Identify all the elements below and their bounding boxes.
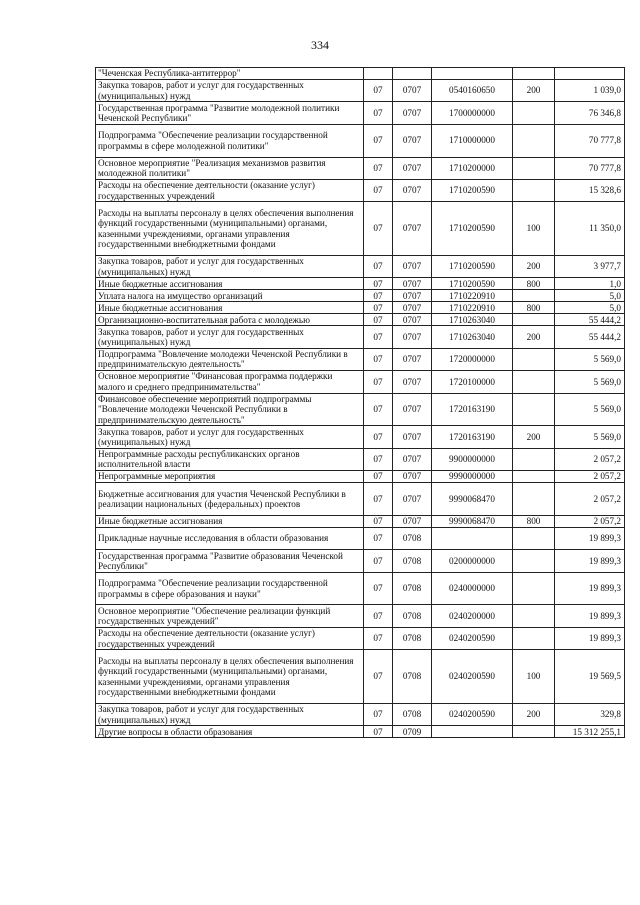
table-row bbox=[96, 179, 625, 201]
row-expense-type bbox=[513, 572, 555, 605]
row-amount: 5 569,0 bbox=[555, 393, 625, 426]
row-name: Основное мероприятие "Реализация механизмов развития молодежной политики" bbox=[96, 157, 364, 179]
row-target-article: 0540160650 bbox=[432, 80, 513, 102]
row-target-article: 0240200590 bbox=[432, 650, 513, 704]
table-row bbox=[96, 202, 625, 256]
table-row bbox=[96, 550, 625, 572]
table-row bbox=[96, 426, 625, 448]
table-row bbox=[96, 102, 625, 124]
row-expense-type: 200 bbox=[513, 703, 555, 725]
row-name: Финансовое обеспечение мероприятий подпрограммы "Вовлечение молодежи Чеченской Республики в предпринимательскую деятельность" bbox=[96, 393, 364, 426]
table-row bbox=[96, 80, 625, 102]
row-amount: 5,0 bbox=[555, 302, 625, 314]
row-name: Расходы на обеспечение деятельности (оказание услуг) государственных учреждений bbox=[96, 627, 364, 649]
row-name: Государственная программа "Развитие образования Чеченской Республики" bbox=[96, 550, 364, 572]
row-expense-type: 100 bbox=[513, 650, 555, 704]
row-amount: 329,8 bbox=[555, 703, 625, 725]
table-row bbox=[96, 302, 625, 314]
row-name: Закупка товаров, работ и услуг для государственных (муниципальных) нужд bbox=[96, 426, 364, 448]
row-section: 07 bbox=[364, 371, 393, 393]
row-amount: 11 350,0 bbox=[555, 202, 625, 256]
row-section: 07 bbox=[364, 278, 393, 290]
row-subsection: 0707 bbox=[393, 157, 432, 179]
row-target-article: 0200000000 bbox=[432, 550, 513, 572]
row-amount: 5 569,0 bbox=[555, 348, 625, 370]
row-expense-type bbox=[513, 68, 555, 80]
row-amount: 55 444,2 bbox=[555, 314, 625, 326]
row-section: 07 bbox=[364, 326, 393, 348]
row-name: Бюджетные ассигнования для участия Чеченской Республики в реализации национальных (федеральных) проектов bbox=[96, 483, 364, 516]
table-row bbox=[96, 255, 625, 277]
row-subsection: 0707 bbox=[393, 290, 432, 302]
budget-table bbox=[95, 67, 625, 738]
table-row bbox=[96, 348, 625, 370]
row-section: 07 bbox=[364, 179, 393, 201]
row-expense-type bbox=[513, 393, 555, 426]
row-expense-type bbox=[513, 448, 555, 470]
row-amount: 3 977,7 bbox=[555, 255, 625, 277]
row-target-article: 1710263040 bbox=[432, 314, 513, 326]
row-amount: 2 057,2 bbox=[555, 483, 625, 516]
budget-table-body bbox=[96, 68, 625, 738]
row-section: 07 bbox=[364, 102, 393, 124]
table-row bbox=[96, 68, 625, 80]
row-expense-type: 100 bbox=[513, 202, 555, 256]
table-row bbox=[96, 124, 625, 157]
row-subsection: 0707 bbox=[393, 483, 432, 516]
row-subsection: 0707 bbox=[393, 179, 432, 201]
row-amount: 2 057,2 bbox=[555, 515, 625, 527]
row-section: 07 bbox=[364, 202, 393, 256]
table-row bbox=[96, 278, 625, 290]
row-name: Закупка товаров, работ и услуг для государственных (муниципальных) нужд bbox=[96, 80, 364, 102]
row-section: 07 bbox=[364, 448, 393, 470]
row-expense-type bbox=[513, 290, 555, 302]
row-expense-type: 800 bbox=[513, 278, 555, 290]
row-subsection: 0708 bbox=[393, 605, 432, 627]
row-name: Закупка товаров, работ и услуг для государственных (муниципальных) нужд bbox=[96, 703, 364, 725]
row-expense-type: 800 bbox=[513, 515, 555, 527]
row-target-article: 1710200000 bbox=[432, 157, 513, 179]
row-target-article: 1710200590 bbox=[432, 202, 513, 256]
row-section: 07 bbox=[364, 426, 393, 448]
row-target-article: 1720163190 bbox=[432, 426, 513, 448]
row-target-article: 9990068470 bbox=[432, 515, 513, 527]
row-subsection: 0707 bbox=[393, 326, 432, 348]
row-subsection: 0707 bbox=[393, 80, 432, 102]
row-target-article: 1710200590 bbox=[432, 179, 513, 201]
table-row bbox=[96, 448, 625, 470]
row-expense-type: 200 bbox=[513, 80, 555, 102]
row-expense-type: 200 bbox=[513, 326, 555, 348]
row-name: Непрограммные мероприятия bbox=[96, 471, 364, 483]
table-row bbox=[96, 157, 625, 179]
table-row bbox=[96, 483, 625, 516]
row-subsection: 0709 bbox=[393, 726, 432, 738]
row-subsection: 0707 bbox=[393, 314, 432, 326]
row-name: Другие вопросы в области образования bbox=[96, 726, 364, 738]
row-subsection: 0708 bbox=[393, 550, 432, 572]
row-subsection: 0708 bbox=[393, 703, 432, 725]
row-section: 07 bbox=[364, 627, 393, 649]
row-subsection: 0707 bbox=[393, 278, 432, 290]
row-target-article: 9990068470 bbox=[432, 483, 513, 516]
row-target-article: 1710200590 bbox=[432, 278, 513, 290]
row-section: 07 bbox=[364, 471, 393, 483]
row-expense-type bbox=[513, 550, 555, 572]
row-target-article: 1720163190 bbox=[432, 393, 513, 426]
row-subsection: 0707 bbox=[393, 448, 432, 470]
row-expense-type bbox=[513, 527, 555, 549]
row-amount: 19 899,3 bbox=[555, 627, 625, 649]
row-subsection: 0707 bbox=[393, 426, 432, 448]
row-target-article bbox=[432, 68, 513, 80]
row-section: 07 bbox=[364, 157, 393, 179]
row-name: Закупка товаров, работ и услуг для государственных (муниципальных) нужд bbox=[96, 326, 364, 348]
table-row bbox=[96, 371, 625, 393]
table-row bbox=[96, 314, 625, 326]
row-expense-type bbox=[513, 157, 555, 179]
row-target-article bbox=[432, 527, 513, 549]
row-target-article: 0240200000 bbox=[432, 605, 513, 627]
row-name: Расходы на выплаты персоналу в целях обеспечения выполнения функций государственными (муниципальными) органами, казенными учреждениями, органами управления государственными внебюджетными фондами bbox=[96, 650, 364, 704]
row-subsection: 0707 bbox=[393, 255, 432, 277]
row-name: Организационно-воспитательная работа с молодежью bbox=[96, 314, 364, 326]
row-name: Расходы на выплаты персоналу в целях обеспечения выполнения функций государственными (муниципальными) органами, казенными учреждениями, органами управления государственными внебюджетными фондами bbox=[96, 202, 364, 256]
row-expense-type bbox=[513, 124, 555, 157]
row-amount: 19 569,5 bbox=[555, 650, 625, 704]
row-target-article: 1710263040 bbox=[432, 326, 513, 348]
row-name: Подпрограмма "Вовлечение молодежи Чеченской Республики в предпринимательскую деятельность" bbox=[96, 348, 364, 370]
row-section: 07 bbox=[364, 650, 393, 704]
row-section bbox=[364, 68, 393, 80]
row-name: Основное мероприятие "Финансовая программа поддержки малого и среднего предпринимательства" bbox=[96, 371, 364, 393]
row-subsection: 0707 bbox=[393, 393, 432, 426]
row-name: Прикладные научные исследования в области образования bbox=[96, 527, 364, 549]
row-amount: 5,0 bbox=[555, 290, 625, 302]
row-expense-type: 200 bbox=[513, 426, 555, 448]
row-target-article: 0240200590 bbox=[432, 627, 513, 649]
table-row bbox=[96, 726, 625, 738]
table-row bbox=[96, 650, 625, 704]
row-amount: 15 328,6 bbox=[555, 179, 625, 201]
row-target-article: 1700000000 bbox=[432, 102, 513, 124]
row-section: 07 bbox=[364, 348, 393, 370]
table-row bbox=[96, 515, 625, 527]
row-expense-type bbox=[513, 348, 555, 370]
row-section: 07 bbox=[364, 124, 393, 157]
page-number: 334 bbox=[311, 38, 329, 52]
row-name: Подпрограмма "Обеспечение реализации государственной программы в сфере молодежной политики" bbox=[96, 124, 364, 157]
row-section: 07 bbox=[364, 255, 393, 277]
row-amount: 1,0 bbox=[555, 278, 625, 290]
row-section: 07 bbox=[364, 290, 393, 302]
row-expense-type bbox=[513, 483, 555, 516]
table-row bbox=[96, 393, 625, 426]
row-subsection: 0707 bbox=[393, 371, 432, 393]
row-expense-type bbox=[513, 371, 555, 393]
row-amount: 55 444,2 bbox=[555, 326, 625, 348]
row-section: 07 bbox=[364, 393, 393, 426]
row-section: 07 bbox=[364, 605, 393, 627]
row-target-article: 9900000000 bbox=[432, 448, 513, 470]
row-amount: 2 057,2 bbox=[555, 448, 625, 470]
row-expense-type bbox=[513, 179, 555, 201]
row-subsection: 0708 bbox=[393, 627, 432, 649]
row-subsection: 0707 bbox=[393, 515, 432, 527]
row-section: 07 bbox=[364, 515, 393, 527]
row-subsection: 0708 bbox=[393, 527, 432, 549]
row-amount: 76 346,8 bbox=[555, 102, 625, 124]
row-name: Уплата налога на имущество организаций bbox=[96, 290, 364, 302]
table-row bbox=[96, 605, 625, 627]
row-expense-type bbox=[513, 471, 555, 483]
row-expense-type: 800 bbox=[513, 302, 555, 314]
row-amount: 19 899,3 bbox=[555, 572, 625, 605]
row-expense-type bbox=[513, 102, 555, 124]
row-name: Иные бюджетные ассигнования bbox=[96, 278, 364, 290]
row-expense-type bbox=[513, 726, 555, 738]
row-subsection: 0707 bbox=[393, 302, 432, 314]
row-amount: 5 569,0 bbox=[555, 371, 625, 393]
row-section: 07 bbox=[364, 302, 393, 314]
row-name: Иные бюджетные ассигнования bbox=[96, 302, 364, 314]
row-subsection: 0707 bbox=[393, 124, 432, 157]
row-amount: 19 899,3 bbox=[555, 550, 625, 572]
row-expense-type bbox=[513, 314, 555, 326]
row-name: Расходы на обеспечение деятельности (оказание услуг) государственных учреждений bbox=[96, 179, 364, 201]
row-section: 07 bbox=[364, 726, 393, 738]
row-subsection: 0707 bbox=[393, 348, 432, 370]
table-row bbox=[96, 471, 625, 483]
row-amount: 5 569,0 bbox=[555, 426, 625, 448]
row-section: 07 bbox=[364, 550, 393, 572]
row-target-article: 1710200590 bbox=[432, 255, 513, 277]
row-name: Закупка товаров, работ и услуг для государственных (муниципальных) нужд bbox=[96, 255, 364, 277]
row-section: 07 bbox=[364, 483, 393, 516]
row-name: "Чеченская Республика-антитеррор" bbox=[96, 68, 364, 80]
row-subsection: 0707 bbox=[393, 202, 432, 256]
row-amount: 70 777,8 bbox=[555, 124, 625, 157]
row-target-article: 1710220910 bbox=[432, 290, 513, 302]
row-name: Подпрограмма "Обеспечение реализации государственной программы в сфере образования и науки" bbox=[96, 572, 364, 605]
row-section: 07 bbox=[364, 314, 393, 326]
row-target-article: 0240000000 bbox=[432, 572, 513, 605]
row-amount: 1 039,0 bbox=[555, 80, 625, 102]
row-target-article: 9990000000 bbox=[432, 471, 513, 483]
table-row bbox=[96, 326, 625, 348]
row-target-article: 1710000000 bbox=[432, 124, 513, 157]
table-row bbox=[96, 527, 625, 549]
row-target-article: 1720100000 bbox=[432, 371, 513, 393]
table-row bbox=[96, 290, 625, 302]
row-subsection bbox=[393, 68, 432, 80]
table-row bbox=[96, 627, 625, 649]
row-amount: 19 899,3 bbox=[555, 605, 625, 627]
row-target-article: 1710220910 bbox=[432, 302, 513, 314]
row-amount bbox=[555, 68, 625, 80]
row-target-article: 0240200590 bbox=[432, 703, 513, 725]
row-expense-type bbox=[513, 627, 555, 649]
table-row bbox=[96, 572, 625, 605]
row-name: Государственная программа "Развитие молодежной политики Чеченской Республики" bbox=[96, 102, 364, 124]
row-subsection: 0707 bbox=[393, 102, 432, 124]
row-section: 07 bbox=[364, 572, 393, 605]
row-target-article bbox=[432, 726, 513, 738]
row-amount: 15 312 255,1 bbox=[555, 726, 625, 738]
row-expense-type: 200 bbox=[513, 255, 555, 277]
row-subsection: 0708 bbox=[393, 650, 432, 704]
row-amount: 19 899,3 bbox=[555, 527, 625, 549]
row-name: Непрограммные расходы республиканских органов исполнительной власти bbox=[96, 448, 364, 470]
row-subsection: 0708 bbox=[393, 572, 432, 605]
row-section: 07 bbox=[364, 80, 393, 102]
table-row bbox=[96, 703, 625, 725]
row-section: 07 bbox=[364, 527, 393, 549]
row-target-article: 1720000000 bbox=[432, 348, 513, 370]
row-subsection: 0707 bbox=[393, 471, 432, 483]
row-amount: 70 777,8 bbox=[555, 157, 625, 179]
row-expense-type bbox=[513, 605, 555, 627]
row-name: Иные бюджетные ассигнования bbox=[96, 515, 364, 527]
row-section: 07 bbox=[364, 703, 393, 725]
row-name: Основное мероприятие "Обеспечение реализации функций государственных учреждений" bbox=[96, 605, 364, 627]
row-amount: 2 057,2 bbox=[555, 471, 625, 483]
